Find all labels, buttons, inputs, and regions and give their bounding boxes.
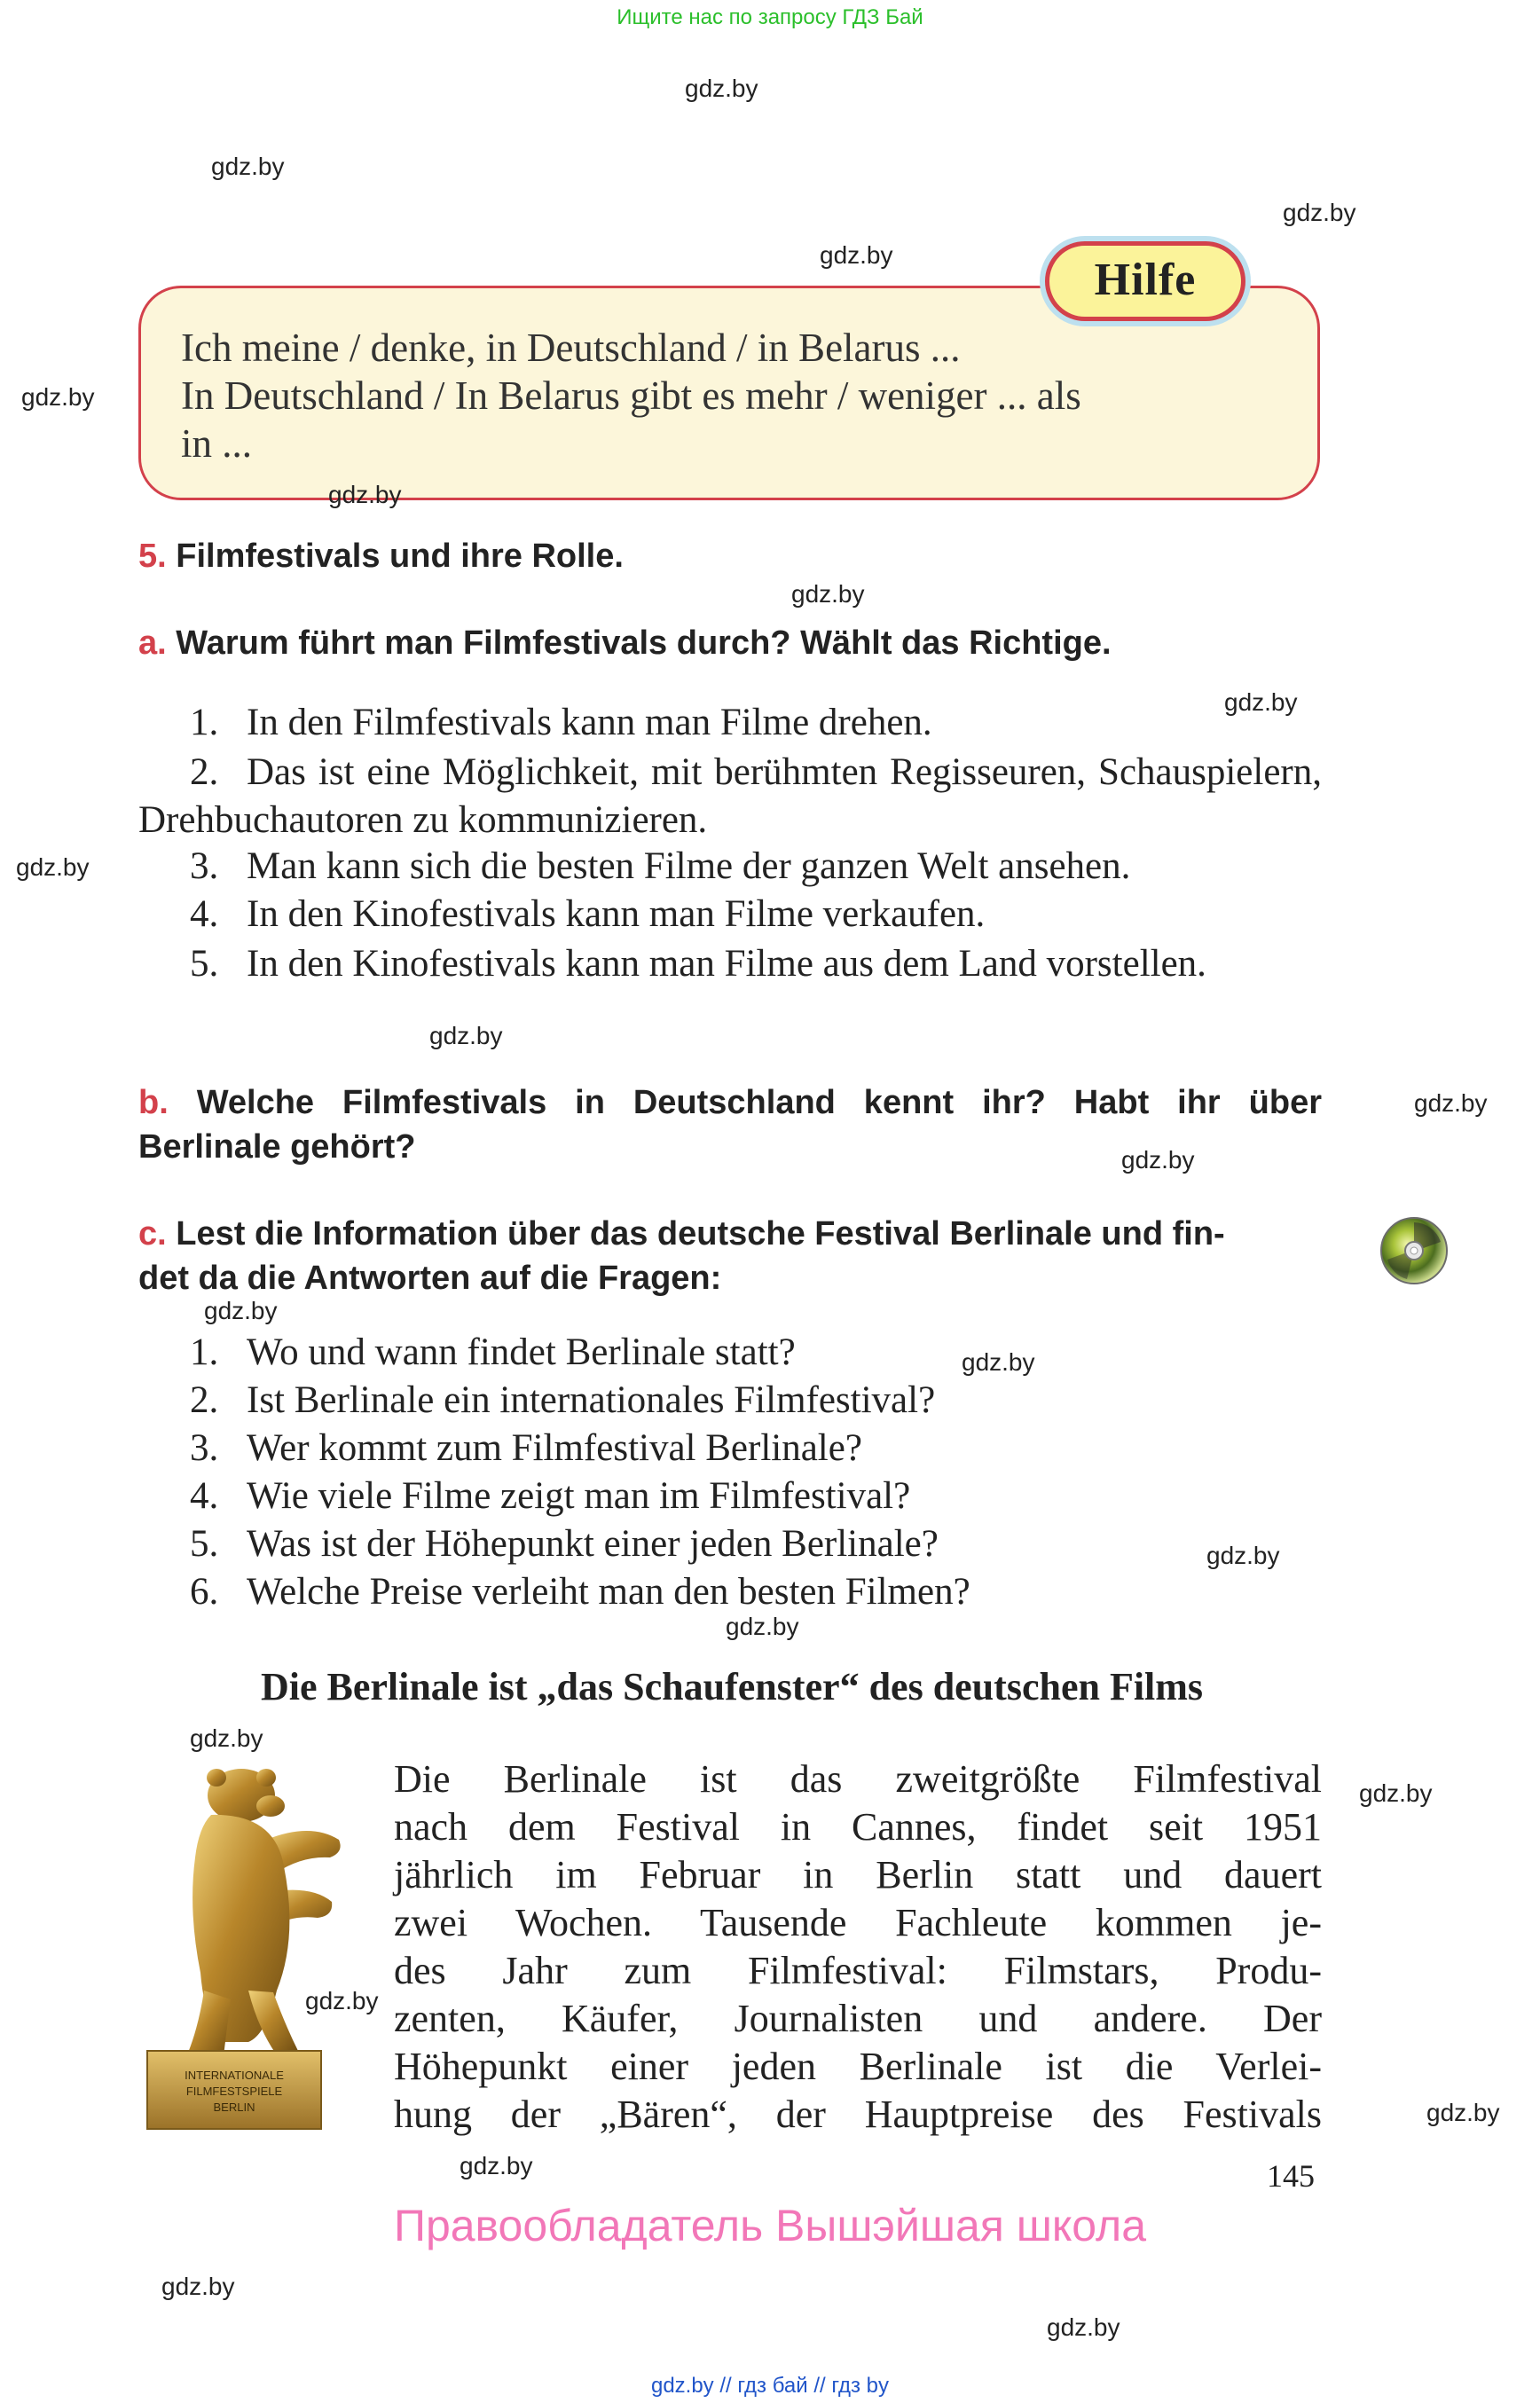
item-number: 1. (190, 1331, 219, 1373)
hilfe-line: In Deutschland / In Belarus gibt es mehr / weniger ... als (181, 373, 1081, 418)
item-number: 3. (190, 845, 219, 887)
item-text: Welche Preise verleiht man den besten Filmen? (247, 1571, 970, 1613)
task-5-heading (138, 538, 624, 576)
watermark: gdz.by (1426, 2099, 1500, 2126)
task-letter: a. (138, 624, 167, 662)
task-title: Filmfestivals und ihre Rolle. (176, 538, 624, 575)
list-item (190, 1522, 939, 1566)
item-text: Wer kommt zum Filmfestival Berlinale? (247, 1427, 862, 1469)
copyright-notice: Правообладатель Вышэйшая школа (394, 2201, 1146, 2250)
task-a-heading (138, 624, 1112, 663)
watermark: gdz.by (685, 75, 758, 102)
task-letter: b. (138, 1084, 169, 1121)
golden-bear-statuette (142, 1760, 364, 2132)
item-text: Man kann sich die besten Filme der ganzen Welt ansehen. (247, 845, 1131, 887)
watermark: gdz.by (211, 153, 285, 180)
item-number: 4. (190, 893, 219, 935)
watermark: gdz.by (1047, 2313, 1120, 2341)
hilfe-line: Ich meine / denke, in Deutschland / in Belarus ... (181, 326, 961, 370)
watermark: gdz.by (1359, 1779, 1433, 1807)
item-text: In den Kinofestivals kann man Filme verkaufen. (247, 893, 986, 935)
task-c-heading (138, 1215, 1225, 1253)
watermark: gdz.by (305, 1987, 379, 2014)
article-heading: Die Berlinale ist „das Schaufenster“ des deutschen Films (260, 1665, 1204, 1708)
watermark: gdz.by (16, 853, 90, 881)
page-number: 145 (1267, 2158, 1315, 2194)
item-number: 2. (190, 751, 219, 793)
list-item (138, 940, 1322, 988)
hilfe-badge: Hilfe (1045, 241, 1245, 321)
watermark: gdz.by (1206, 1542, 1280, 1569)
task-title: Warum führt man Filmfestivals durch? Wählt das Richtige. (176, 624, 1112, 662)
watermark: gdz.by (1414, 1089, 1488, 1117)
item-text: Wie viele Filme zeigt man im Filmfestival? (247, 1475, 911, 1517)
watermark: gdz.by (328, 481, 402, 508)
item-number: 3. (190, 1427, 219, 1469)
item-number: 5. (190, 1523, 219, 1565)
item-text: In den Kinofestivals kann man Filme aus dem Land vorstellen. (247, 943, 1206, 985)
article-line: Die Berlinale ist das zweitgrößte Filmfestival (394, 1757, 1322, 1801)
item-text: Ist Berlinale ein internationales Filmfestival? (247, 1379, 936, 1421)
footer-links[interactable]: gdz.by // гдз бай // гдз by (650, 2374, 890, 2398)
item-number: 1. (190, 702, 219, 743)
task-title-line: Lest die Information über das deutsche Festival Berlinale und fin- (176, 1215, 1225, 1253)
watermark: gdz.by (429, 1022, 503, 1049)
item-text: Wo und wann findet Berlinale statt? (247, 1331, 796, 1373)
item-number: 4. (190, 1475, 219, 1517)
watermark: gdz.by (460, 2152, 533, 2179)
item-number: 6. (190, 1571, 219, 1613)
article-line: jährlich im Februar in Berlin statt und dauert (394, 1853, 1322, 1896)
task-number: 5. (138, 538, 167, 575)
task-title-line: Welche Filmfestivals in Deutschland kennt ihr? Habt ihr über (196, 1084, 1322, 1121)
list-item (190, 1426, 862, 1470)
watermark: gdz.by (791, 580, 865, 608)
list-item (190, 701, 932, 744)
list-item (190, 1331, 796, 1374)
watermark: gdz.by (1121, 1146, 1195, 1174)
watermark: gdz.by (161, 2273, 235, 2300)
article-line: zwei Wochen. Tausende Fachleute kommen je- (394, 1901, 1322, 1944)
article-line: zenten, Käufer, Journalisten und andere. Der (394, 1997, 1322, 2040)
watermark: gdz.by (962, 1348, 1035, 1376)
task-b-heading-line2: Berlinale gehört? (138, 1128, 416, 1166)
task-c-heading-line2: det da die Antworten auf die Fragen: (138, 1260, 722, 1297)
hilfe-line: in ... (181, 421, 253, 466)
item-text: Das ist eine Möglichkeit, mit berühmten Regisseuren, Schauspielern, Drehbuchautoren zu kommunizieren. (138, 751, 1322, 841)
statuette-lettering: BERLIN (213, 2101, 255, 2114)
article-line: des Jahr zum Filmfestival: Filmstars, Produ- (394, 1949, 1322, 1992)
list-item (190, 844, 1130, 888)
top-search-note: Ищите нас по запросу ГДЗ Бай (617, 5, 923, 29)
audio-cd-icon[interactable] (1379, 1215, 1450, 1286)
item-number: 5. (190, 943, 219, 985)
article-line: hung der „Bären“, der Hauptpreise des Festivals (394, 2093, 1322, 2136)
list-item (190, 892, 985, 936)
article-line: Höhepunkt einer jeden Berlinale ist die Verlei- (394, 2045, 1322, 2088)
watermark: gdz.by (1283, 199, 1356, 226)
watermark: gdz.by (190, 1724, 263, 1752)
task-letter: c. (138, 1215, 167, 1253)
list-item (190, 1378, 935, 1422)
watermark: gdz.by (726, 1613, 799, 1640)
item-number: 2. (190, 1379, 219, 1421)
task-b-heading (138, 1084, 1322, 1122)
watermark: gdz.by (21, 383, 95, 411)
watermark: gdz.by (1224, 688, 1298, 716)
watermark: gdz.by (204, 1297, 278, 1324)
statuette-lettering: INTERNATIONALE (185, 2069, 284, 2082)
list-item (190, 1474, 910, 1518)
statuette-lettering: FILMFESTSPIELE (185, 2085, 283, 2098)
watermark: gdz.by (820, 241, 893, 269)
list-item (138, 749, 1322, 844)
list-item (190, 1570, 970, 1614)
item-text: In den Filmfestivals kann man Filme drehen. (247, 702, 932, 743)
article-line: nach dem Festival in Cannes, findet seit 1951 (394, 1805, 1322, 1849)
item-text: Was ist der Höhepunkt einer jeden Berlinale? (247, 1523, 939, 1565)
